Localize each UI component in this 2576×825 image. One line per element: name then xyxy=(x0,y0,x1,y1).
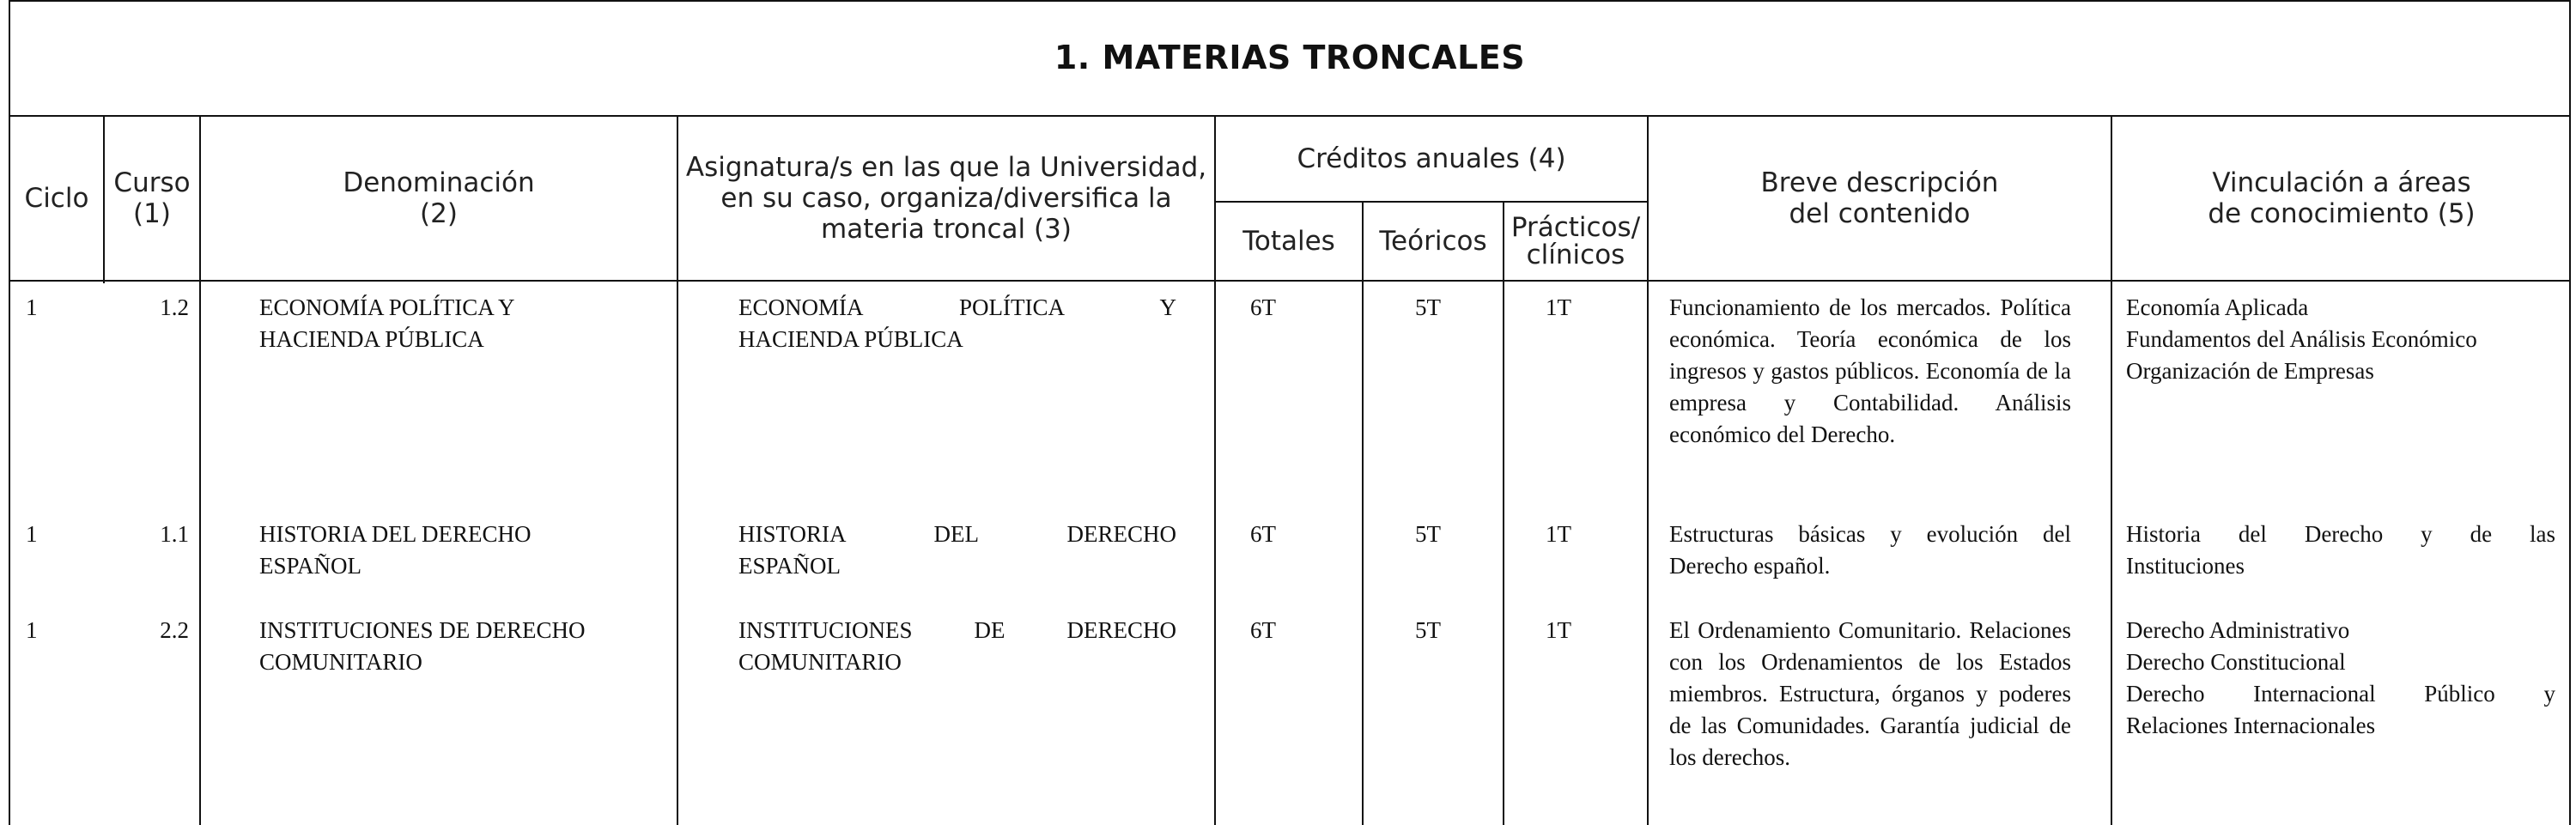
header-curso-label: Curso xyxy=(113,167,191,198)
row-asignatura-line: HISTORIA DEL DERECHO xyxy=(738,521,1176,547)
section-title: 1. MATERIAS TRONCALES xyxy=(9,0,2571,117)
row-asignatura-line: HACIENDA PÚBLICA xyxy=(738,326,963,352)
row-vinculacion-line: Historia del Derecho y de las xyxy=(2126,521,2555,547)
row-descripcion: El Ordenamiento Comunitario. Relaciones con los Ordenamientos de los Estados miembros. Estructura, órganos y poderes de las Comunidades. Garantía judicial de los derechos. xyxy=(1669,617,2071,770)
row-vinculacion xyxy=(2126,615,2555,742)
header-teoricos xyxy=(1364,203,1503,280)
row-vinculacion-line: Economía Aplicada xyxy=(2126,294,2309,320)
row-curso: 1.2 xyxy=(160,294,189,320)
row-teoricos: 5T xyxy=(1415,521,1441,547)
header-vinculacion-line1: Vinculación a áreas xyxy=(2212,167,2471,198)
header-creditos xyxy=(1216,117,1647,201)
header-vinculacion-line2: de conocimiento (5) xyxy=(2208,198,2476,229)
header-totales xyxy=(1216,203,1362,280)
row-vinculacion-line: Derecho Internacional Público y xyxy=(2126,681,2555,707)
row-asignatura xyxy=(738,615,1176,678)
header-asignatura-line2: en su caso, organiza/diversifica la xyxy=(720,183,1172,214)
header-asignatura-line3: materia troncal (3) xyxy=(821,214,1072,245)
row-curso: 2.2 xyxy=(160,617,189,643)
header-practicos-line2: clínicos xyxy=(1526,240,1625,270)
header-bottom-line xyxy=(9,280,2571,282)
row-asignatura-line: INSTITUCIONES DE DERECHO xyxy=(738,617,1176,643)
header-asignatura-line1: Asignatura/s en las que la Universidad, xyxy=(685,152,1207,183)
row-practicos: 1T xyxy=(1546,294,1571,320)
row-asignatura-line: COMUNITARIO xyxy=(738,649,902,675)
header-totales-label: Totales xyxy=(1242,226,1335,257)
row-teoricos: 5T xyxy=(1415,617,1441,643)
col-line-teoricos xyxy=(1503,201,1504,825)
row-denominacion xyxy=(259,615,671,678)
row-denominacion-line: ECONOMÍA POLÍTICA Y xyxy=(259,294,515,320)
row-denominacion-line: INSTITUCIONES DE DERECHO xyxy=(259,617,586,643)
header-curso-note: (1) xyxy=(133,198,171,229)
row-denominacion-line: ESPAÑOL xyxy=(259,553,362,579)
row-vinculacion-line: Fundamentos del Análisis Económico xyxy=(2126,326,2477,352)
row-vinculacion-line: Derecho Administrativo xyxy=(2126,617,2350,643)
header-descripcion-line1: Breve descripción xyxy=(1760,167,1999,198)
row-descripcion: Estructuras básicas y evolución del Derecho español. xyxy=(1669,521,2071,579)
row-denominacion xyxy=(259,292,671,355)
row-totales: 6T xyxy=(1250,617,1276,643)
header-practicos-line1: Prácticos/ xyxy=(1510,212,1641,243)
header-practicos xyxy=(1504,203,1647,280)
row-totales: 6T xyxy=(1250,294,1276,320)
header-descripcion-line2: del contenido xyxy=(1789,198,1971,229)
header-curso xyxy=(105,117,199,280)
row-vinculacion xyxy=(2126,519,2555,582)
row-denominacion-line: HISTORIA DEL DERECHO xyxy=(259,521,532,547)
row-vinculacion xyxy=(2126,292,2555,387)
row-vinculacion-line: Relaciones Internacionales xyxy=(2126,713,2376,738)
header-ciclo xyxy=(10,117,103,280)
row-practicos: 1T xyxy=(1546,617,1571,643)
col-line-ciclo-body xyxy=(103,280,105,283)
header-ciclo-label: Ciclo xyxy=(24,183,89,214)
row-ciclo: 1 xyxy=(26,617,38,643)
row-ciclo: 1 xyxy=(26,294,38,320)
header-teoricos-label: Teóricos xyxy=(1379,226,1487,257)
header-descripcion xyxy=(1649,117,2111,280)
row-ciclo: 1 xyxy=(26,521,38,547)
row-asignatura xyxy=(738,519,1176,582)
row-denominacion xyxy=(259,519,671,582)
row-curso: 1.1 xyxy=(160,521,189,547)
header-asignatura xyxy=(678,117,1214,280)
row-practicos: 1T xyxy=(1546,521,1571,547)
row-descripcion: Funcionamiento de los mercados. Política económica. Teoría económica de los ingresos y gastos públicos. Economía de la empresa y Contabilidad. Análisis económico del Derecho. xyxy=(1669,294,2071,447)
col-line-totales xyxy=(1362,201,1364,825)
header-denominacion-label: Denominación xyxy=(343,167,535,198)
row-asignatura xyxy=(738,292,1176,355)
row-vinculacion-line: Derecho Constitucional xyxy=(2126,649,2346,675)
row-denominacion-line: COMUNITARIO xyxy=(259,649,422,675)
header-vinculacion xyxy=(2112,117,2571,280)
row-asignatura-line: ECONOMÍA POLÍTICA Y xyxy=(738,294,1176,320)
row-vinculacion-line: Organización de Empresas xyxy=(2126,358,2374,384)
row-vinculacion-line: Instituciones xyxy=(2126,553,2245,579)
header-denominacion xyxy=(201,117,677,280)
header-denominacion-note: (2) xyxy=(420,198,458,229)
row-totales: 6T xyxy=(1250,521,1276,547)
header-creditos-label: Créditos anuales (4) xyxy=(1297,143,1566,174)
row-teoricos: 5T xyxy=(1415,294,1441,320)
row-denominacion-line: HACIENDA PÚBLICA xyxy=(259,326,484,352)
row-asignatura-line: ESPAÑOL xyxy=(738,553,841,579)
